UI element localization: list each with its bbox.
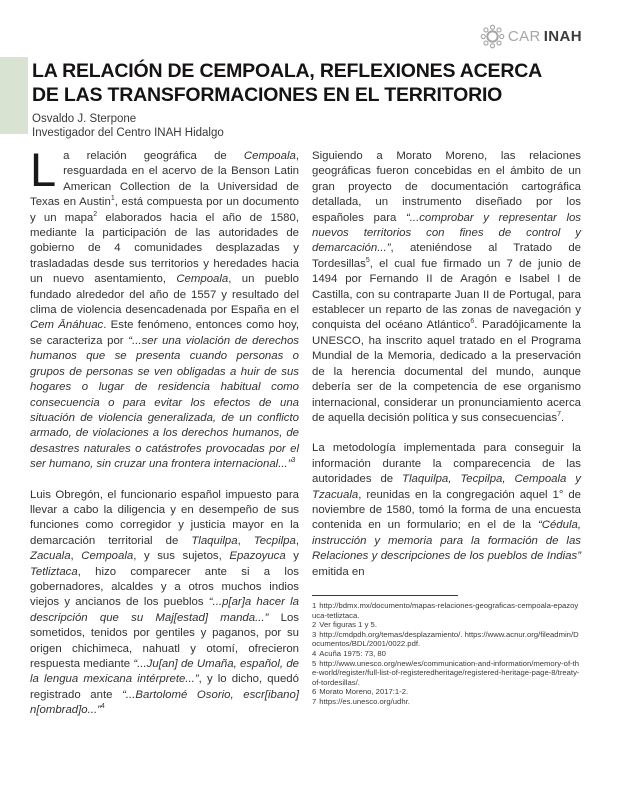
paragraph-lead-text: a relación geográfica de Cempoala, resguardada en el acervo de la Benson Latin American Collection de la Universidad de Texas en Austin$^1$, está compuesta por un documento y un mapa$^2$ elaborados hacia el año de 1580, mediante la participación de las autoridades de gobierno de 4 comunidades desplazadas y trasladadas desde sus territorios y heredades hacia un nuevo asentamiento, Cempoala, un pueblo fundado alrededor del año de 1557 y resultado del clima de violencia desencadenada por España en el Cem Ānáhuac. Este fenómeno, entonces como hoy, se caracteriza por “...ser una violación de derechos humanos que se presenta cuando personas o grupos de personas se ven obligadas a huir de sus hogares o lugar de residencia habitual como consecuencia o para evitar los efectos de una situación de violencia generalizada, de un conflicto armado, de violaciones a los derechos humanos, de desastres naturales o catástrofes provocadas por el ser humano, sin cruzar una frontera internacional...”$^3$ — [30, 150, 300, 471]
logo-text-car: CAR — [507, 28, 541, 45]
footnote-text: Acuña 1975: 73, 80 — [319, 648, 386, 658]
paragraph-obregon: Luis Obregón, el funcionario español impuesto para llevar a cabo la diligencia y en desempeño de sus funciones como corregidor y justicia mayor en la demarcación territorial de Tlaquilpa, Tecpilpa, Zacuala, Cempoala, y sus sujetos, Epazoyuca y Tetliztaca, hizo comparecer ante si a los gobernadores, alcaldes y a otros muchos indios viejos y ancianos de los pueblos “...p[ar]a hacer la descripción que su Maj[estad] manda...” Los sometidos, tenidos por gentiles y paganos, por su origen chichimeca, nahuatl y otomí, ofrecieron respuesta mediante “...Ju[an] de Umaña, español, de la lengua mexicana intérprete...”, y lo dicho, quedó registrado ante “...Bartolomé Osorio, escr[ibano] n[ombrad]o...”$^4$ — [30, 488, 300, 717]
carinah-logo — [480, 24, 582, 49]
article-header — [32, 59, 588, 140]
article-title-line1: LA RELACIÓN DE CEMPOALA, REFLEXIONES ACERCA — [32, 60, 542, 82]
footnote-item — [312, 601, 581, 620]
footnote-text: http://cmdpdh.org/temas/desplazamiento/. https://www.acnur.org/fileadmin/Documentos/BDL/2001/0022.pdf. — [312, 629, 579, 649]
drop-cap: L — [30, 143, 57, 196]
footnote-item — [312, 630, 581, 649]
footnote-number: 3 — [312, 629, 317, 639]
footnotes-divider — [312, 595, 458, 596]
paragraph-lead — [30, 143, 300, 473]
author-name: Osvaldo J. Sterpone — [32, 113, 137, 125]
paragraph-morato: Siguiendo a Morato Moreno, las relaciones geográficas fueron concebidas en el ámbito de un gran proyecto de documentación cartográfica detallada, un instrumento diseñado por los españoles para “...comprobar y representar los nuevos territorios con fines de control y demarcación...”, ateniéndose al Tratado de Tordesillas$^5$, el cual fue firmado un 7 de junio de 1494 por Fernando II de Aragón e Isabel I de Castilla, con su contraparte Juan II de Portugal, para establecer un reparto de las zonas de navegación y conquista del océano Atlántico$^6$. Paradójicamente la UNESCO, ha inscrito aquel tratado en el Programa Mundial de la Memoria, dedicado a la preservación de la herencia documental del mundo, aunque debería ser de la competencia de ese organismo internacional, considerar un pronunciamiento acerca de aquella decisión política y sus consecuencias$^7$. — [312, 150, 582, 424]
footnote-text: https://es.unesco.org/udhr. — [319, 696, 410, 706]
column-right — [312, 149, 581, 734]
paragraph-metodologia: La metodología implementada para conseguir la información durante la comparecencia de las autoridades de Tlaquilpa, Tecpilpa, Cempoala y Tzacuala, reunidas en la congregación aquel 1° de noviembre de 1580, tomó la forma de una encuesta contenida en un formulario; en el de la “Cédula, instrucción y memoria para la formación de las Relaciones y descripciones de los pueblos de Indias” emitida en — [312, 442, 581, 578]
footnote-item — [312, 687, 581, 697]
footnote-number: 1 — [312, 600, 317, 610]
footnote-item — [312, 697, 581, 707]
footnote-text: Morato Moreno, 2017:1-2. — [319, 687, 409, 697]
footnote-text: Ver figuras 1 y 5. — [319, 620, 377, 630]
footnote-text: http://www.unesco.org/new/es/communication-and-information/memory-of-the-world/register/full-list-of-registeredheritage/registered-heritage-page-8/treaty-of-tordesillas/. — [312, 658, 580, 687]
article-title-line2: DE LAS TRANSFORMACIONES EN EL TERRITORIO — [32, 84, 503, 106]
footnotes-section — [312, 595, 581, 707]
footnote-number: 5 — [312, 658, 317, 668]
footnote-number: 2 — [312, 620, 317, 630]
author-affiliation: Investigador del Centro INAH Hidalgo — [32, 127, 224, 139]
title-accent-bar — [0, 57, 28, 134]
footnote-number: 6 — [312, 687, 317, 697]
article-body — [30, 143, 582, 734]
column-left — [30, 143, 300, 734]
footnote-item — [312, 649, 581, 659]
footnote-text: http://bdmx.mx/documento/mapas-relaciones-geograficas-cempoala-epazoyuca-tetliztaca. — [312, 600, 579, 620]
gear-rosette-icon — [480, 24, 505, 49]
footnote-number: 7 — [312, 696, 317, 706]
footnote-item — [312, 659, 581, 688]
footnote-item — [312, 620, 581, 630]
logo-text-inah: INAH — [543, 28, 582, 45]
footnote-number: 4 — [312, 648, 317, 658]
